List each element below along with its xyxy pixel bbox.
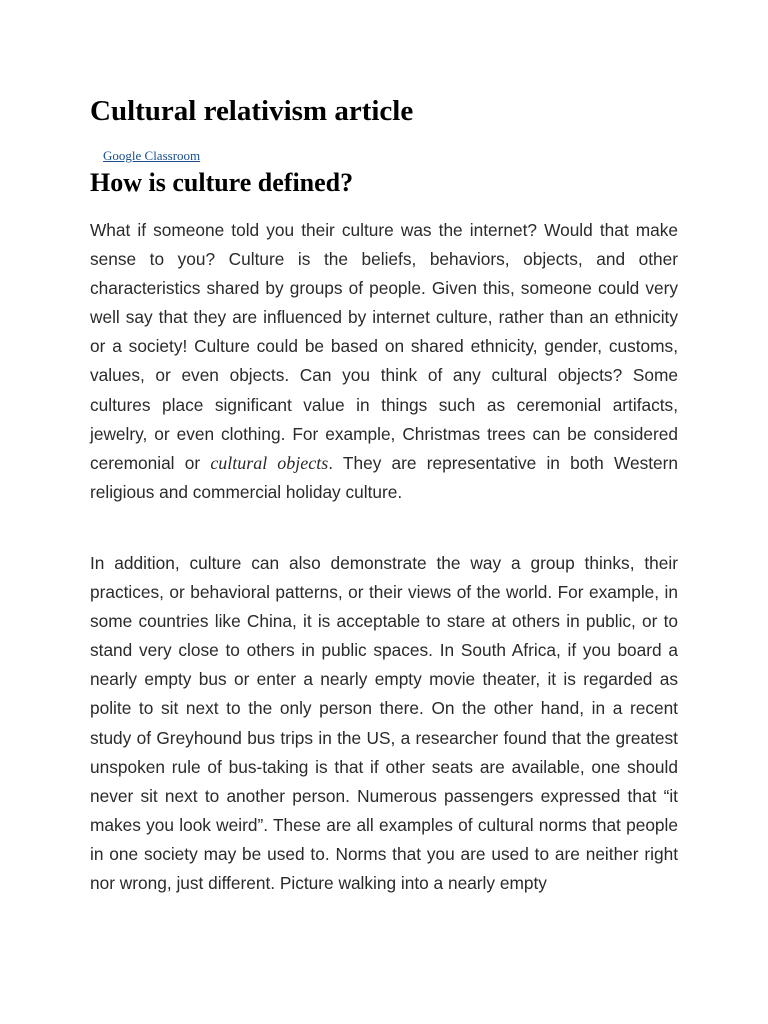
section-heading: How is culture defined? (90, 168, 354, 197)
paragraph-1-text-before: What if someone told you their culture was the internet? Would that make sense to you? Culture is the beliefs, behaviors, objects, and other characteristics shared by groups of people. Given this, someone could very well say that they are influenced by internet culture, rather than an ethnicity or a society! Culture could be based on shared ethnicity, gender, customs, values, or even objects. Can you think of any cultural objects? Some cultures place significant value in things such as ceremonial artifacts, jewelry, or even clothing. For example, Christmas trees can be considered ceremonial or (90, 220, 678, 473)
paragraph-1-emphasis: cultural objects (210, 452, 329, 473)
paragraph-2: In addition, culture can also demonstrate the way a group thinks, their practices, or behavioral patterns, or their views of the world. For example, in some countries like China, it is acceptable to stare at others in public, or to stand very close to others in public spaces. In South Africa, if you board a nearly empty bus or enter a nearly empty movie theater, it is regarded as polite to sit next to the only person there. On the other hand, in a recent study of Greyhound bus trips in the US, a researcher found that the greatest unspoken rule of bus-taking is that if other seats are available, one should never sit next to another person. Numerous passengers expressed that “it makes you look weird”. These are all examples of cultural norms that people in one society may be used to. Norms that you are used to are neither right nor wrong, just different. Picture walking into a nearly empty (90, 553, 678, 894)
page-title: Cultural relativism article (90, 95, 414, 127)
paragraph-1 (90, 216, 678, 507)
google-classroom-link[interactable]: Google Classroom (103, 148, 201, 163)
paragraph-1-text-after: . They are representative in both Western religious and commercial holiday culture. (90, 452, 678, 502)
